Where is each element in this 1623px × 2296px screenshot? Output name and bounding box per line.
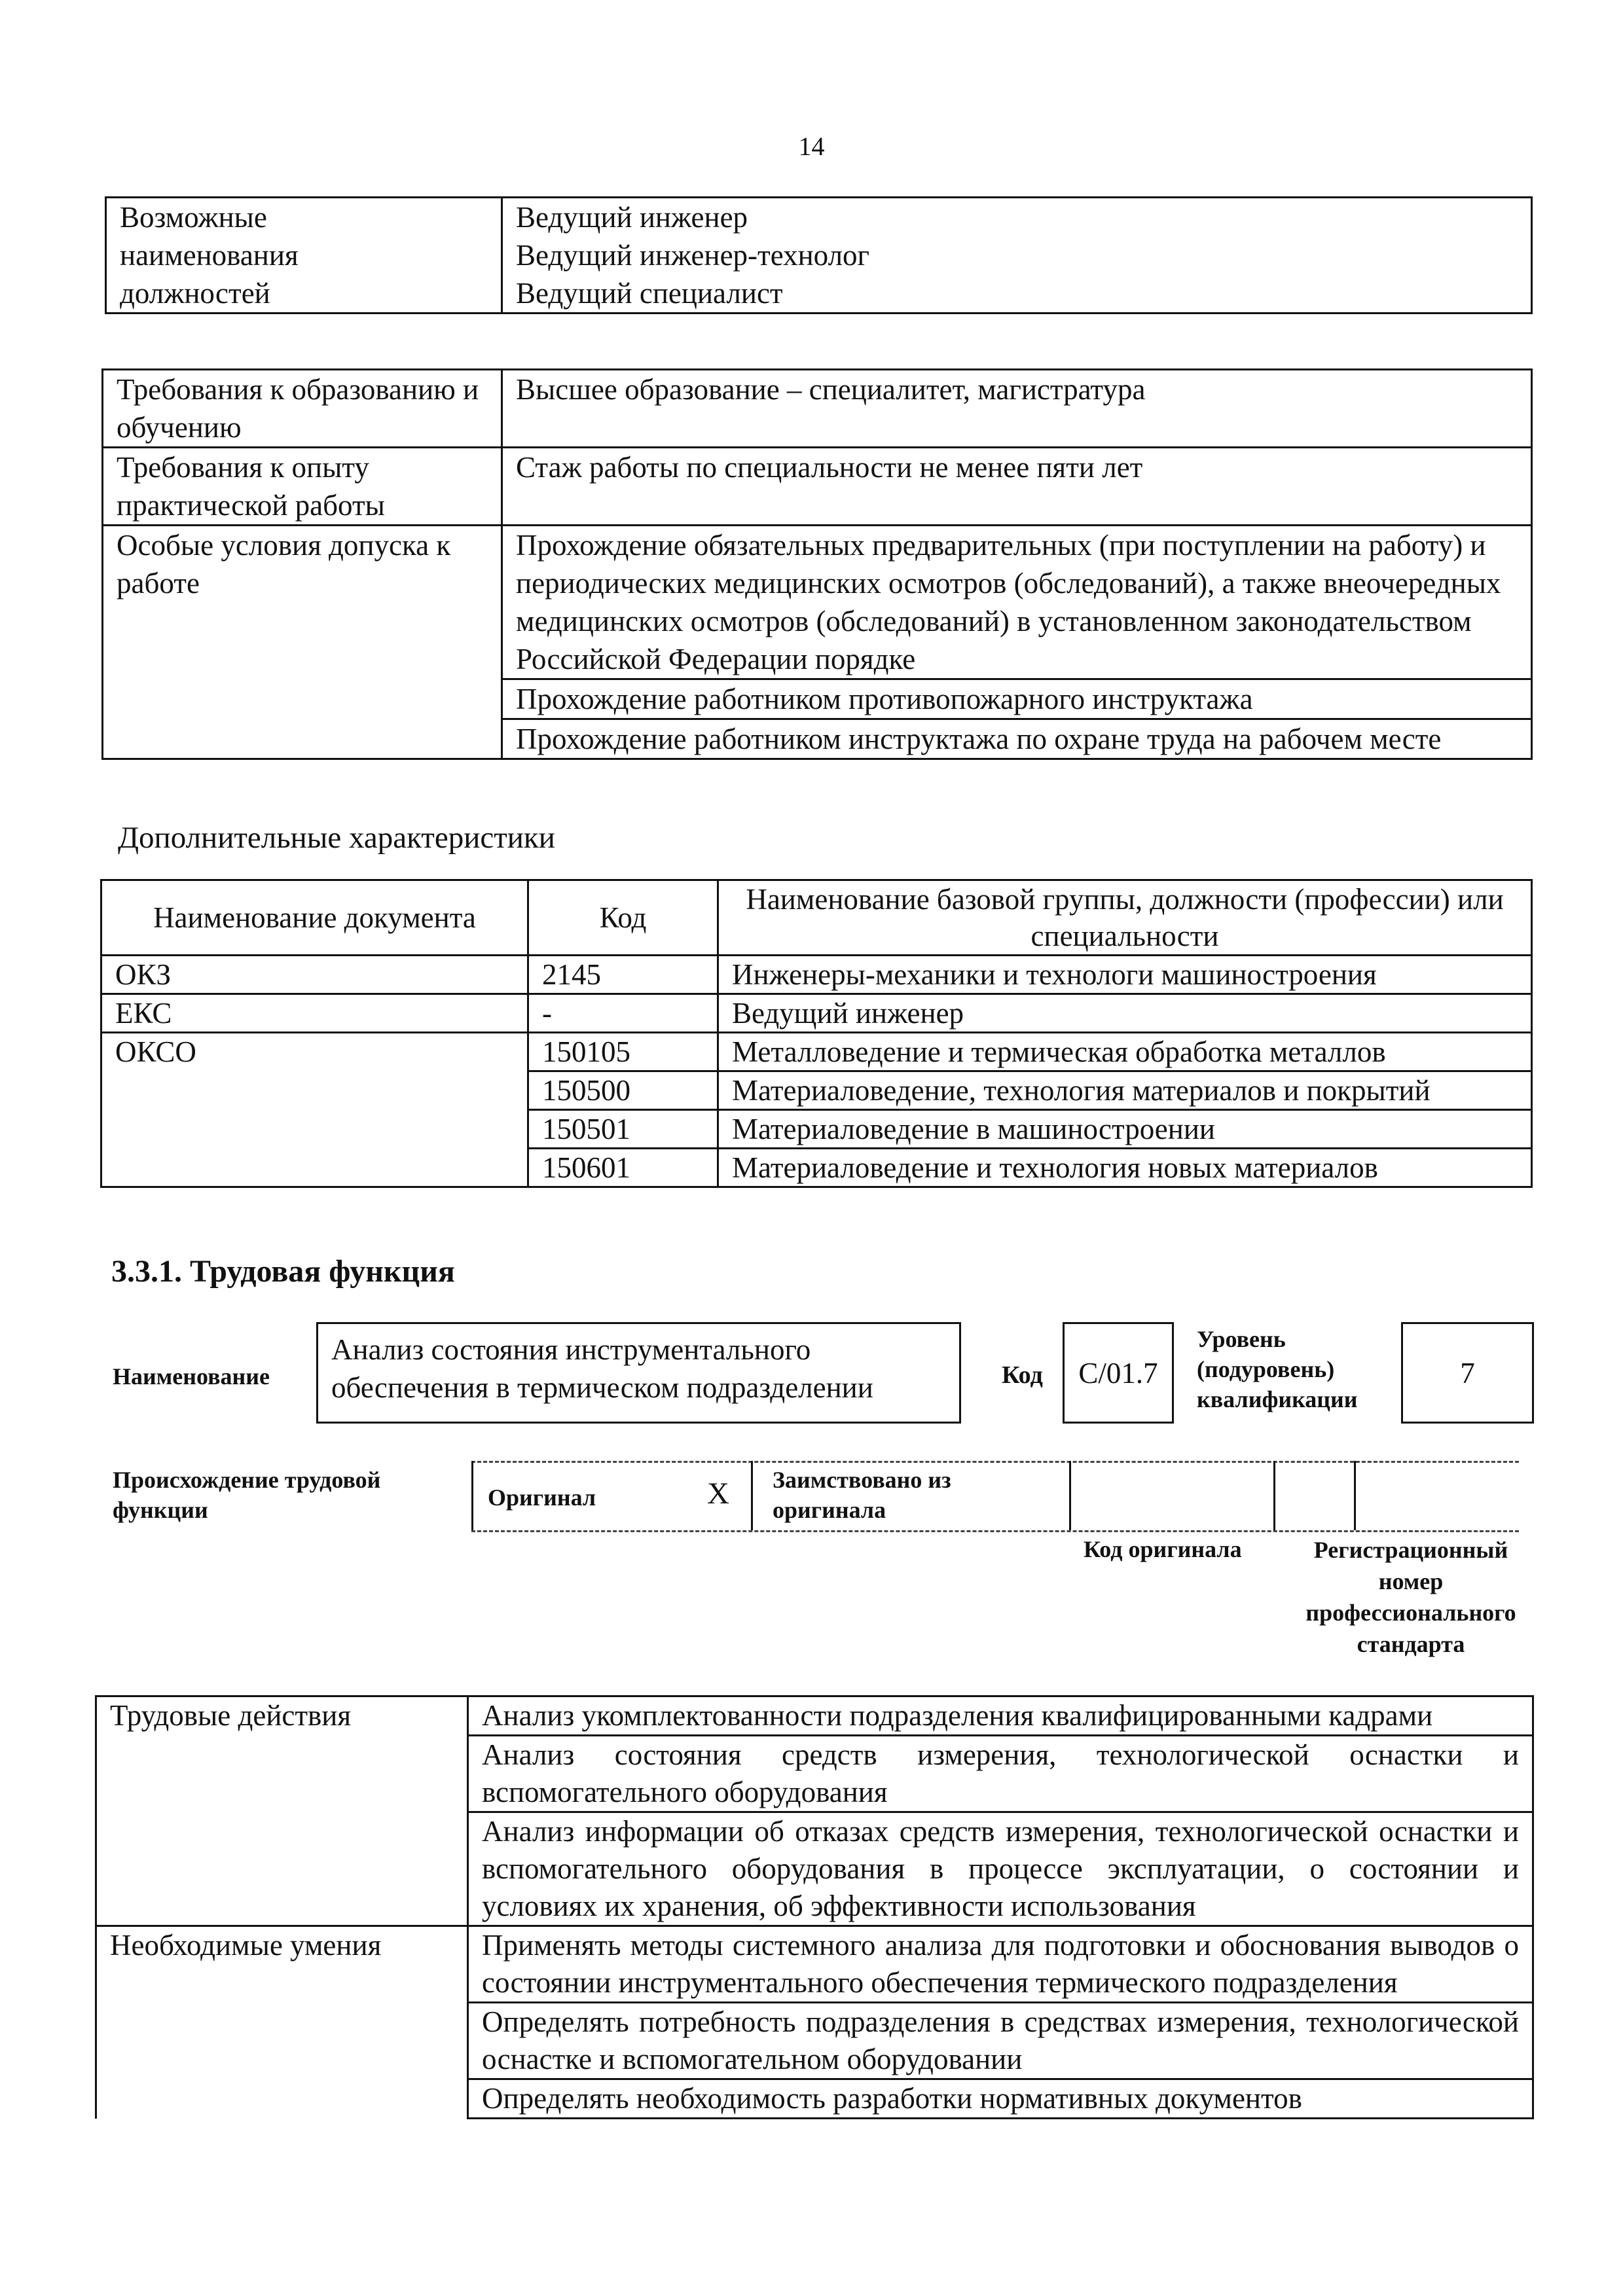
required-skill: Определять потребность подразделения в средствах измерения, технологической оснастке и вспомогательном оборудовании bbox=[468, 2003, 1533, 2079]
doc-code: 150500 bbox=[528, 1071, 718, 1110]
qualification-level-label bbox=[1197, 1324, 1358, 1414]
labor-action: Анализ укомплектованности подразделения квалифицированными кадрами bbox=[468, 1696, 1533, 1736]
positions-label-line: наименования bbox=[120, 239, 299, 272]
additional-characteristics-title: Дополнительные характеристики bbox=[118, 821, 555, 855]
reg-number-caption-line: профессионального bbox=[1305, 1600, 1516, 1626]
function-name-value: Анализ состояния инструментального обеспечения в термическом подразделении bbox=[331, 1333, 873, 1404]
qualification-level-value: 7 bbox=[1460, 1356, 1475, 1390]
qualification-level-label-line: (подуровень) bbox=[1197, 1356, 1335, 1382]
table-row bbox=[101, 956, 1532, 994]
requirements-table bbox=[101, 368, 1533, 760]
doc-code: 150601 bbox=[528, 1149, 718, 1187]
experience-requirements-label: Требования к опыту практической работы bbox=[103, 448, 502, 526]
labor-action: Анализ информации об отказах средств измерения, технологической оснастки и вспомогательного оборудования в процессе эксплуатации, о состоянии и условиях их хранения, об эффективности использования bbox=[468, 1812, 1533, 1926]
code-original-caption: Код оригинала bbox=[1084, 1536, 1242, 1562]
position-title: Ведущий инженер bbox=[516, 201, 748, 234]
education-requirements-label: Требования к образованию и обучению bbox=[103, 370, 502, 448]
position-title: Ведущий инженер-технолог bbox=[516, 239, 869, 272]
positions-label bbox=[106, 198, 502, 314]
doc-code: 150105 bbox=[528, 1033, 718, 1071]
positions-label-line: Возможные bbox=[120, 201, 267, 234]
header-code: Код bbox=[528, 880, 718, 956]
group-name: Материаловедение в машиностроении bbox=[718, 1110, 1532, 1149]
original-mark: X bbox=[707, 1477, 729, 1511]
qualification-level-box bbox=[1401, 1322, 1534, 1424]
admission-condition: Прохождение обязательных предварительных (при поступлении на работу) и периодических медицинских осмотров (обследований), а также внеочередных медицинских осмотров (обследований) в установленном законодательством Российской Федерации порядке bbox=[502, 526, 1532, 679]
labor-functions-table bbox=[95, 1695, 1534, 2119]
code-label: Код bbox=[1002, 1361, 1043, 1389]
positions-values bbox=[502, 198, 1532, 314]
section-title: 3.3.1. Трудовая функция bbox=[111, 1254, 455, 1289]
required-skills-label: Необходимые умения bbox=[96, 1926, 468, 2119]
borrowed-label-line: Заимствовано из bbox=[773, 1467, 951, 1493]
function-name-label: Наименование bbox=[113, 1363, 270, 1390]
origin-label-line: Происхождение трудовой bbox=[113, 1467, 381, 1493]
experience-requirements-value: Стаж работы по специальности не менее пяти лет bbox=[502, 448, 1532, 526]
positions-label-line: должностей bbox=[120, 277, 270, 310]
table-row bbox=[101, 994, 1532, 1033]
reg-number-caption-line: Регистрационный bbox=[1313, 1537, 1508, 1563]
reg-number-caption-line: стандарта bbox=[1357, 1631, 1465, 1657]
admission-condition: Прохождение работником противопожарного инструктажа bbox=[502, 679, 1532, 719]
admission-conditions-label: Особые условия допуска к работе bbox=[103, 526, 502, 759]
required-skill: Применять методы системного анализа для подготовки и обоснования выводов о состоянии инструментального обеспечения термического подразделения bbox=[468, 1926, 1533, 2003]
doc-code: 150501 bbox=[528, 1110, 718, 1149]
position-title: Ведущий специалист bbox=[516, 277, 783, 310]
qualification-level-label-line: Уровень bbox=[1197, 1326, 1286, 1352]
code-box bbox=[1063, 1322, 1174, 1424]
header-document-name: Наименование документа bbox=[101, 880, 528, 956]
doc-code: 2145 bbox=[528, 956, 718, 994]
additional-characteristics-table bbox=[100, 879, 1533, 1188]
page-number: 14 bbox=[798, 132, 825, 161]
qualification-level-label-line: квалификации bbox=[1197, 1386, 1358, 1412]
borrowed-label-line: оригинала bbox=[773, 1497, 886, 1523]
origin-label-line: функции bbox=[113, 1497, 208, 1523]
code-value: C/01.7 bbox=[1078, 1356, 1158, 1390]
group-name: Материаловедение, технология материалов и покрытий bbox=[718, 1071, 1532, 1110]
group-name: Материаловедение и технология новых материалов bbox=[718, 1149, 1532, 1187]
reg-number-caption-line: номер bbox=[1378, 1568, 1444, 1594]
group-name: Металловедение и термическая обработка металлов bbox=[718, 1033, 1532, 1071]
table-row bbox=[101, 1033, 1532, 1071]
borrowed-label bbox=[773, 1465, 951, 1525]
group-name: Ведущий инженер bbox=[718, 994, 1532, 1033]
group-name: Инженеры-механики и технологи машиностроения bbox=[718, 956, 1532, 994]
admission-condition: Прохождение работником инструктажа по охране труда на рабочем месте bbox=[502, 719, 1532, 759]
reg-number-caption bbox=[1283, 1534, 1539, 1660]
header-group-name: Наименование базовой группы, должности (профессии) или специальности bbox=[718, 880, 1532, 956]
doc-name: ОКЗ bbox=[101, 956, 528, 994]
doc-name: ЕКС bbox=[101, 994, 528, 1033]
positions-table bbox=[105, 196, 1533, 314]
doc-name: ОКСО bbox=[101, 1033, 528, 1187]
doc-code: - bbox=[528, 994, 718, 1033]
labor-action: Анализ состояния средств измерения, технологической оснастки и вспомогательного оборудования bbox=[468, 1736, 1533, 1812]
original-label: Оригинал bbox=[488, 1484, 596, 1511]
labor-actions-label: Трудовые действия bbox=[96, 1696, 468, 1926]
origin-label bbox=[113, 1465, 380, 1525]
function-name-box bbox=[316, 1322, 961, 1424]
education-requirements-value: Высшее образование – специалитет, магистратура bbox=[502, 370, 1532, 448]
required-skill: Определять необходимость разработки нормативных документов bbox=[468, 2079, 1533, 2119]
